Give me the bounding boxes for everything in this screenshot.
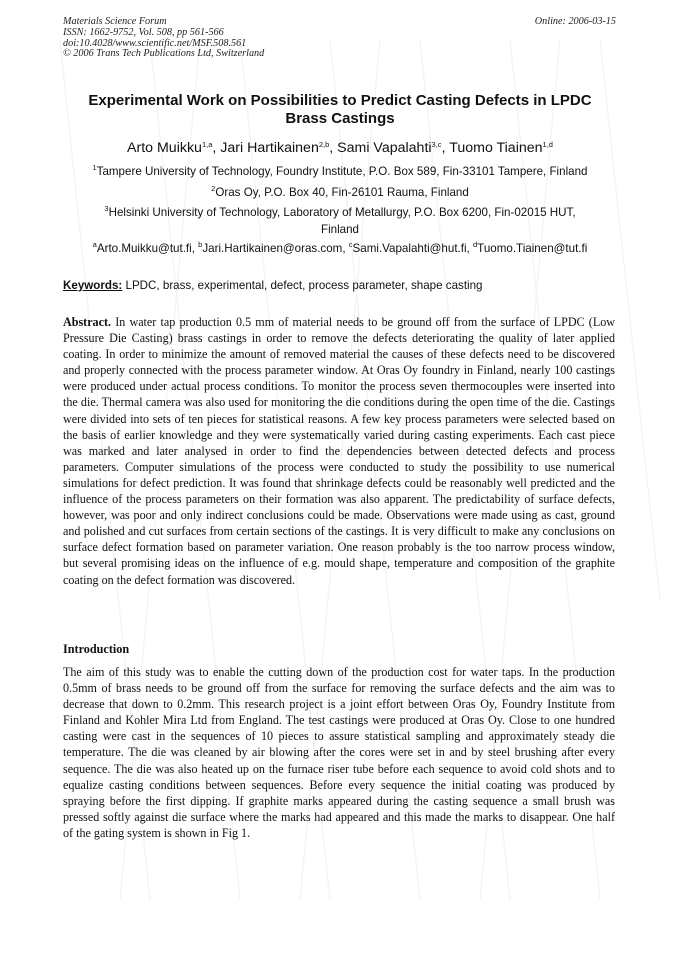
author-name: Sami Vapalahti [337,140,432,156]
keywords-text: LPDC, brass, experimental, defect, process parameter, shape casting [122,279,483,292]
paper-title [60,92,620,128]
affiliation-3: $^3$Helsinki University of Technology, Laboratory of Metallurgy, P.O. Box 6200, Fin-02015 HUT, Finland [104,204,576,236]
abstract-paragraph [63,314,615,588]
journal-copyright: © 2006 Trans Tech Publications Ltd, Switzerland [63,48,265,60]
online-date: Online: 2006-03-15 [534,16,616,27]
author-list: Arto Muikku$^{1,a}$, Jari Hartikainen$^{2,b}$, Sami Vapalahti$^{3,c}$, Tuomo Tiainen$^{1,d}$ [127,140,553,156]
section-heading-introduction: Introduction [63,642,130,656]
affiliation-2: $^2$Oras Oy, P.O. Box 40, Fin-26101 Rauma, Finland [211,184,469,199]
email-link[interactable]: Tuomo.Tiainen@tut.fi [477,242,588,255]
journal-name: Materials Science Forum [63,16,167,27]
abstract-text: In water tap production 0.5 mm of material needs to be ground off from the surface of LPDC (Low Pressure Die Casting) brass castings in order to remove the defects deteriorating the quality of later applied coating. In order to minimize the amount of removed material the causes of these defects need to be discovered and properly connected with the process parameter window. At Oras Oy foundry in Finland, nearly 100 castings were produced under actual process conditions. To monitor the process seven thermocouples were inserted into the die. Thermal camera was also used for monitoring the die conditions during the open time of the die. Castings were divided into sets of ten pieces for statistical reasons. A few key process parameters were selected based on the basis of earlier knowledge and they were systematically varied during casting experiments. Each cast piece was marked and later analysed in order to find the dependencies between detected defects and process parameters. Computer simulations of the process were conducted to study the possibility to use numerical simulations for defect prediction. It was found that shrinkage defects could be reasonably well predicted and the influence of the process parameters on their formation was also apparent. The predictability of surface defects, however, was poor and only indirect conclusions could be made. Observations were made using as cast, ground and polished and cut surfaces from certain sections of the castings. It is very difficult to make any conclusions on surface defect formation based on parameter variation. One reason probably is the too narrow process window, but several promising ideas on the influence of e.g. mould shape, temperature and composition of the graphite coating on the defect formation was discovered. [63,315,615,587]
journal-issn: ISSN: 1662-9752, Vol. 508, pp 561-566 [63,26,224,38]
author-name: Tuomo Tiainen [449,140,543,156]
abstract-label: Abstract. [63,315,112,329]
author-sup: 1,a [201,140,213,149]
author-name: Arto Muikku [127,140,202,156]
email-link[interactable]: Sami.Vapalahti@hut.fi, [352,242,473,255]
author-sup: 2,b [318,140,330,149]
keywords-label: Keywords: [63,279,123,292]
title-line-1: Experimental Work on Possibilities to Predict Casting Defects in LPDC [88,92,592,109]
email-link[interactable]: Arto.Muikku@tut.fi, [96,242,199,255]
author-name: Jari Hartikainen [220,140,319,156]
journal-header [63,17,616,60]
author-sup: 3,c [431,140,442,149]
keywords [63,278,623,294]
journal-doi: doi:10.4028/www.scientific.net/MSF.508.561 [63,37,247,49]
email-list: $^a$Arto.Muikku@tut.fi, $^b$Jari.Hartikainen@oras.com, $^c$Sami.Vapalahti@hut.fi, $^d$Tuomo.Tiainen@tut.fi [92,240,588,255]
author-sup: 1,d [542,140,553,149]
introduction-paragraph: The aim of this study was to enable the cutting down of the production cost for water taps. In the production 0.5mm of brass needs to be ground off from the surface for removing the surface defects and the aim was to decrease that down to 0.2mm. This research project is a joint effort between Oras Oy, Foundry Institute from Finland and Kohler Mira Ltd from England. The test castings were produced at Oras Oy. Close to one hundred casting were cast in the sequences of 10 pieces to assure statistical sampling and approximately steady die temperature. The die was cleaned by air blowing after the cores were set in and by steel brushing after every sequence. The die was also heated up on the furnace riser tube before each sequence to avoid cold shots and to equalize casting conditions between sequences. Before every sequence the initial coating was produced by spraying before the first dipping. If graphite marks appeared during the casting sequence a small brush was pressed softly against die surface where the marks had appeared and this made the marks to disappear. One half of the gating system is shown in Fig 1. [63,665,615,840]
email-link[interactable]: Jari.Hartikainen@oras.com, [202,242,349,255]
affiliation-1: $^1$Tampere University of Technology, Foundry Institute, P.O. Box 589, Fin-33101 Tampere, Finland [92,163,588,178]
title-line-2: Brass Castings [285,110,395,127]
